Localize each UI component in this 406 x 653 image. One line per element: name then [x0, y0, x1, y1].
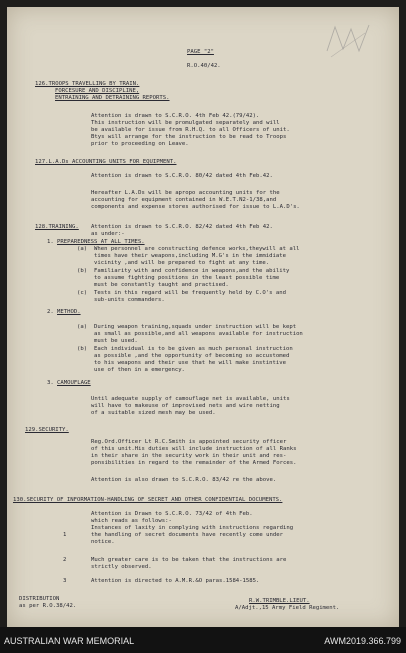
- order-reference: R.O.40/42.: [187, 63, 221, 69]
- distribution-value: as per R.O.38/42.: [19, 603, 77, 609]
- section-130-para-line: strictly observed.: [91, 564, 152, 570]
- item-line: During weapon training,squads under instruction will be kept: [94, 324, 297, 330]
- section-130-intro-line: which reads as follows:-: [91, 518, 172, 524]
- distribution-label: DISTRIBUTION: [19, 596, 60, 602]
- section-126-body-line: Btys will arrange for the instruction to be read to Troops: [91, 134, 287, 140]
- section-129-line: Reg.Ord.Officer Lt R.C.Smith is appointed security officer: [91, 439, 287, 445]
- archive-item-id: AWM2019.366.799: [324, 636, 401, 646]
- section-130-intro-line: Attention is Drawn to S.C.R.O. 73/42 of 4th Feb.: [91, 511, 253, 517]
- section-127-body-line: accounting for equipment contained in W.E.T.N2-1/38,and: [91, 197, 277, 203]
- item-line: vicinity ,and will be prepared to fight at any time.: [94, 260, 270, 266]
- signature-name: R.W.TRIMBLE.LIEUT.: [249, 598, 310, 604]
- section-126-body-line: prior to proceeding on Leave.: [91, 141, 189, 147]
- item-line: Each individual is to be given as much personal instruction: [94, 346, 293, 352]
- section-129-note: Attention is also drawn to S.C.R.O. 83/42 re the above.: [91, 477, 277, 483]
- archive-name: AUSTRALIAN WAR MEMORIAL: [4, 636, 135, 646]
- item-marker: (b): [77, 346, 88, 352]
- section-129-line: in their share in the security work in their unit and res-: [91, 453, 287, 459]
- item-line: as possible ,and the opportunity of becoming so accustomed: [94, 353, 290, 359]
- section-126-heading-line-1: 126.TROOPS TRAVELLING BY TRAIN.: [35, 81, 140, 87]
- item-line: times have their weapons,including M.G's in the immidiate: [94, 253, 286, 259]
- subsection-number: 3.: [47, 380, 54, 386]
- section-127-reference: Attention is drawn to S.C.R.O. 80/42 dated 4th Feb.42.: [91, 173, 273, 179]
- subsection-title-method: METHOD.: [57, 309, 81, 315]
- item-line: sub-units commanders.: [94, 297, 165, 303]
- item-line: Familiarity with and confidence in weapons,and the ability: [94, 268, 290, 274]
- section-128-intro: Attention is drawn to S.C.R.O. 82/42 dated 4th Feb 42.: [91, 224, 273, 230]
- page-label: PAGE "2": [187, 49, 214, 55]
- section-130-para-line: Instances of laxity in complying with instructions regarding: [91, 525, 294, 531]
- section-126-heading-line-3: ENTRAINING AND DETRAINING REPORTS.: [55, 95, 170, 101]
- section-130-para-line: notice.: [91, 539, 115, 545]
- subsection-title-camouflage: CAMOUFLAGE: [57, 380, 91, 386]
- section-129-line: of this unit.His duties will include instruction of all Ranks: [91, 446, 297, 452]
- item-line: to assume fighting positions in the least possible time: [94, 275, 280, 281]
- section-128-heading: 128.TRAINING.: [35, 224, 79, 230]
- camouflage-line: Until adequate supply of camouflage net is available, units: [91, 396, 290, 402]
- paragraph-number: 1: [63, 532, 67, 538]
- section-129-line: ponsibilities in regard to the remainder of the Armed Forces.: [91, 460, 297, 466]
- item-line: to his weapons and their use that he will make instintive: [94, 360, 286, 366]
- section-126-body-line: Attention is drawn to S.C.R.O. 4th Feb 42.(79/42).: [91, 113, 260, 119]
- item-line: Tests in this regard will be frequently held by C.O's and: [94, 290, 286, 296]
- camouflage-line: of a suitable sized mesh may be used.: [91, 410, 216, 416]
- paragraph-number: 3: [63, 578, 67, 584]
- camouflage-line: will have to makeuse of improvised nets and wire netting: [91, 403, 280, 409]
- subsection-title-preparedness: PREPAREDNESS AT ALL TIMES.: [57, 239, 145, 245]
- item-marker: (b): [77, 268, 88, 274]
- item-marker: (c): [77, 290, 88, 296]
- archive-footer-bar: [0, 627, 406, 653]
- section-127-heading: 127.L.A.Ds ACCOUNTING UNITS FOR EQUIPMENT.: [35, 159, 177, 165]
- pencil-annotation-mark: [325, 21, 371, 61]
- section-129-heading: 129.SECURITY.: [25, 427, 69, 433]
- item-line: When personnel are constructing defence works,theywill at all: [94, 246, 300, 252]
- item-marker: (a): [77, 324, 88, 330]
- subsection-number: 1.: [47, 239, 54, 245]
- section-127-body-line: Hereafter L.A.Ds will be apropo accounting units for the: [91, 190, 280, 196]
- subsection-number: 2.: [47, 309, 54, 315]
- section-126-body-line: be available for issue from R.H.Q. to all Officers of unit.: [91, 127, 290, 133]
- section-130-para-line: the handling of secret documents have recently come under: [91, 532, 283, 538]
- item-line: must be used.: [94, 338, 138, 344]
- item-line: as small as possible,and all weapons available for instruction: [94, 331, 303, 337]
- section-128-intro-continued: as under:-: [91, 231, 125, 237]
- paragraph-number: 2: [63, 557, 67, 563]
- section-130-para-line: Much greater care is to be taken that the instructions are: [91, 557, 287, 563]
- section-127-body-line: components and expense stores authorised for issue to L.A.D's.: [91, 204, 300, 210]
- signature-title: A/Adjt.,15 Army Field Regiment.: [235, 605, 340, 611]
- document-page: [7, 7, 399, 627]
- item-line: must be constantly taught and practised.: [94, 282, 229, 288]
- section-126-heading-line-2: FORCESURE AND DISCIPLINE,: [55, 88, 140, 94]
- section-126-body-line: This instruction will be promulgated separately and will: [91, 120, 280, 126]
- section-130-para-line: Attention is directed to A.M.R.&O paras.1584-1585.: [91, 578, 260, 584]
- item-marker: (a): [77, 246, 88, 252]
- item-line: use of then in a emergency.: [94, 367, 185, 373]
- section-130-heading: 130.SECURITY OF INFORMATION-HANDLING OF SECRET AND OTHER CONFIDENTIAL DOCUMENTS.: [13, 497, 283, 503]
